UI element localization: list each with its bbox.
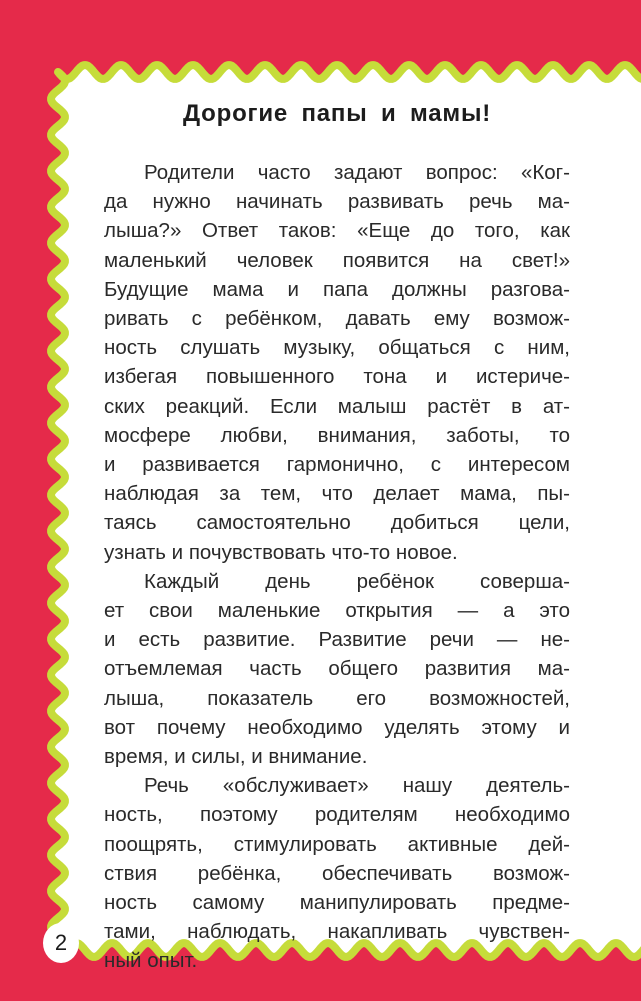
text-line: и есть развитие. Развитие речи — не- — [104, 628, 570, 652]
text-line: отъемлемая часть общего развития ма- — [104, 657, 570, 681]
text-line: ствия ребёнка, обеспечивать возмож- — [104, 861, 570, 885]
text-line: поощрять, стимулировать активные дей- — [104, 832, 570, 856]
text-line: ность, поэтому родителям необходимо — [104, 803, 570, 827]
text-line: вот почему необходимо уделять этому и — [104, 715, 570, 739]
page-number: 2 — [54, 930, 68, 955]
text-line: таясь самостоятельно добиться цели, — [104, 511, 570, 535]
text-line: Родители часто задают вопрос: «Ког- — [144, 161, 570, 184]
text-line: маленький человек появится на свет!» — [104, 248, 570, 272]
text-line: узнать и почувствовать что-то новое. — [104, 540, 458, 564]
text-line: избегая повышенного тона и истериче- — [104, 365, 570, 389]
page-content — [104, 90, 570, 976]
text-line: мосфере любви, внимания, заботы, то — [104, 423, 570, 447]
text-line: тами, наблюдать, накапливать чувствен- — [104, 920, 570, 944]
page-title: Дорогие папы и мамы! — [182, 100, 492, 127]
text-line: да нужно начинать развивать речь ма- — [104, 190, 570, 214]
body-text — [104, 158, 570, 976]
paragraph-1 — [104, 158, 570, 567]
text-line: ность самому манипулировать предме- — [104, 891, 570, 915]
text-line: лыша, показатель его возможностей, — [104, 686, 570, 710]
paragraph-2 — [104, 567, 570, 771]
paragraph-3 — [104, 771, 570, 975]
text-line: Будущие мама и папа должны разгова- — [104, 277, 570, 301]
text-line: ный опыт. — [104, 949, 198, 973]
text-line: ет свои маленькие открытия — а это — [104, 599, 570, 623]
text-line: ских реакций. Если малыш растёт в ат- — [104, 394, 570, 418]
text-line: время, и силы, и внимание. — [104, 745, 368, 769]
text-line: Речь «обслуживает» нашу деятель- — [144, 774, 570, 798]
text-line: наблюдая за тем, что делает мама, пы- — [104, 482, 570, 506]
text-line: ривать с ребёнком, давать ему возмож- — [104, 307, 570, 331]
text-line: Каждый день ребёнок соверша- — [144, 569, 570, 593]
text-line: и развивается гармонично, с интересом — [104, 453, 570, 477]
page-number-badge — [43, 923, 79, 963]
text-line: ность слушать музыку, общаться с ним, — [104, 336, 570, 360]
text-line: лыша?» Ответ таков: «Еще до того, как — [104, 219, 570, 243]
